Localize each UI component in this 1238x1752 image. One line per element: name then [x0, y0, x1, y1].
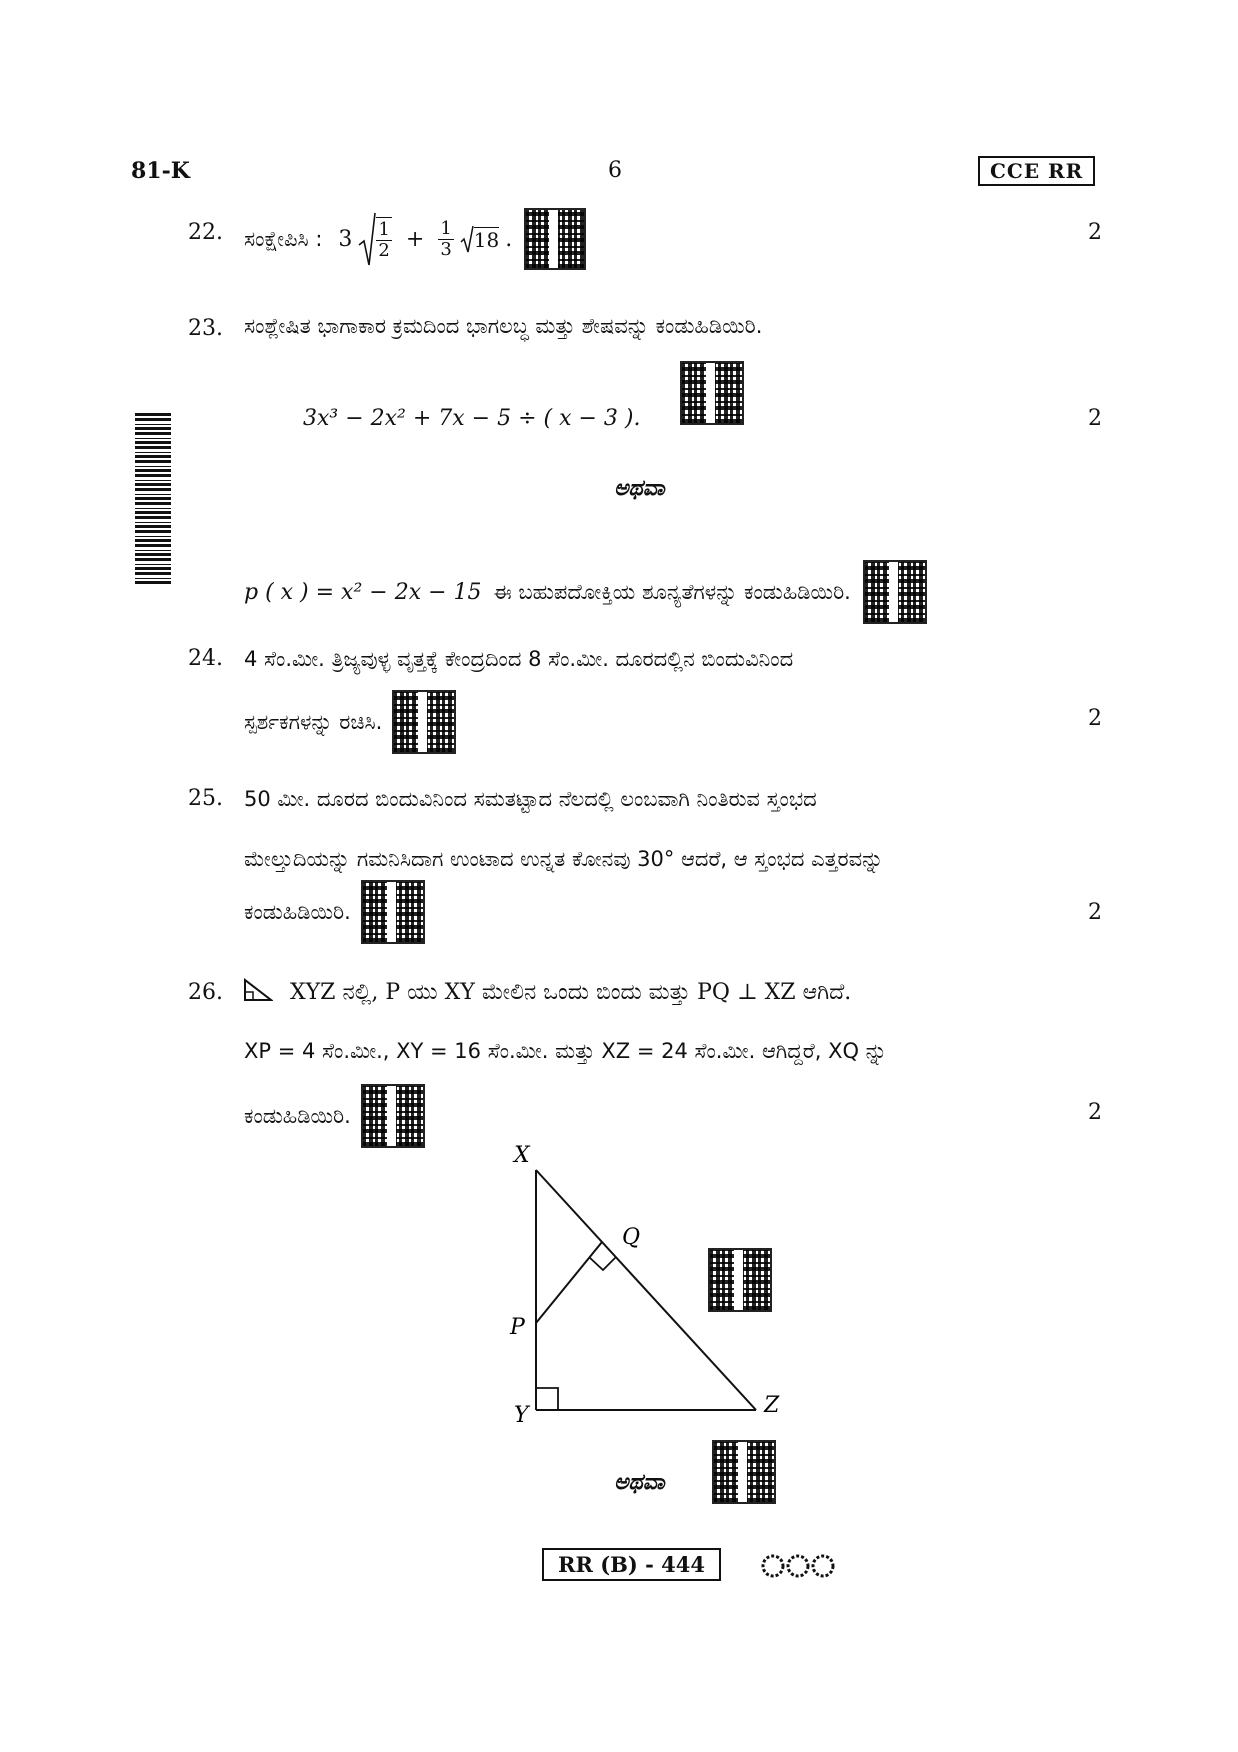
- footer-code: RR (B) - 444: [542, 1548, 721, 1581]
- qr-code: [361, 880, 425, 944]
- q22-radicand: 18: [473, 227, 500, 252]
- qr-code: [708, 1248, 772, 1312]
- qr-code: [392, 690, 456, 754]
- q24-line2-wrap: [244, 690, 456, 754]
- q25-number: 25.: [188, 786, 223, 811]
- q26-marks: 2: [1088, 1100, 1102, 1125]
- q26-number: 26.: [188, 980, 223, 1005]
- q24-marks: 2: [1088, 706, 1102, 731]
- label-y: Y: [514, 1403, 529, 1428]
- label-q: Q: [622, 1225, 641, 1250]
- or-label: ಅಥವಾ: [614, 476, 665, 501]
- q23-text: ಸಂಶ್ಲೇಷಿತ ಭಾಗಾಕಾರ ಕ್ರಮದಿಂದ ಭಾಗಲಬ್ಧ ಮತ್ತು ಶೇಷವನ್ನು ಕಂಡುಹಿಡಿಯಿರಿ.: [244, 314, 763, 338]
- triangle-icon: [243, 978, 273, 1002]
- q22-frac1: $\frac{1}{2}$: [378, 219, 390, 261]
- q25-line3: ಕಂಡುಹಿಡಿಯಿರಿ.: [244, 900, 351, 924]
- qr-code: [712, 1440, 776, 1504]
- q23-marks: 2: [1088, 406, 1102, 431]
- q26-line2: XP = 4 ಸೆಂ.ಮೀ., XY = 16 ಸೆಂ.ಮೀ. ಮತ್ತು XZ = 24 ಸೆಂ.ಮೀ. ಆಗಿದ್ದರೆ, XQ ನ್ನು: [244, 1039, 887, 1063]
- q24-line2: ಸ್ಪರ್ಶಕಗಳನ್ನು ರಚಿಸಿ.: [244, 710, 383, 734]
- q22-end: .: [505, 226, 513, 252]
- label-z: Z: [764, 1393, 780, 1418]
- q25-line1: 50 ಮೀ. ದೂರದ ಬಿಂದುವಿನಿಂದ ಸಮತಟ್ಟಾದ ನೆಲದಲ್ಲಿ ಲಂಬವಾಗಿ ನಿಂತಿರುವ ಸ್ತಂಭದ: [244, 787, 817, 811]
- qr-code: [524, 208, 586, 270]
- paper-code: 81-K: [131, 158, 190, 184]
- q24-line1: 4 ಸೆಂ.ಮೀ. ತ್ರಿಜ್ಯವುಳ್ಳ ವೃತ್ತಕ್ಕೆ ಕೇಂದ್ರದಿಂದ 8 ಸೆಂ.ಮೀ. ದೂರದಲ್ಲಿನ ಬಿಂದುವಿನಿಂದ: [244, 647, 794, 671]
- qr-code: [361, 1084, 425, 1148]
- qr-code: [680, 361, 744, 425]
- segment-pq: [536, 1242, 602, 1323]
- q22-text: ಸಂಕ್ಷೇಪಿಸಿ :: [244, 227, 323, 251]
- q22-body: [244, 208, 586, 270]
- radical-sign-icon: [358, 211, 376, 267]
- q23-expression: 3x³ − 2x² + 7x − 5 ÷ ( x − 3 ).: [303, 406, 641, 431]
- or-label: ಅಥವಾ: [614, 1470, 665, 1495]
- seal-icon: [760, 1553, 840, 1579]
- q23-alt-expression: p ( x ) = x² − 2x − 15: [244, 579, 482, 605]
- q22-plus: +: [405, 226, 425, 252]
- q22-number: 22.: [188, 220, 223, 245]
- page-number: 6: [608, 158, 622, 183]
- q23-number: 23.: [188, 316, 223, 341]
- label-p: P: [510, 1315, 525, 1340]
- qr-code: [863, 560, 927, 624]
- q26-line3-wrap: [244, 1084, 425, 1148]
- right-angle-q-icon: [589, 1257, 616, 1270]
- q23-alt-body: [244, 560, 927, 624]
- q22-frac2: $\frac{1}{3}$: [440, 217, 452, 260]
- radical-sign-icon: [460, 224, 474, 254]
- barcode: [135, 412, 171, 584]
- label-x: X: [514, 1143, 530, 1168]
- q25-line3-wrap: [244, 880, 425, 944]
- right-angle-y-icon: [536, 1388, 558, 1410]
- q22-marks: 2: [1088, 220, 1102, 245]
- q26-line1: XYZ ನಲ್ಲಿ, P ಯು XY ಮೇಲಿನ ಒಂದು ಬಿಂದು ಮತ್ತು PQ ⊥ XZ ಆಗಿದೆ.: [290, 980, 852, 1005]
- q26-line3: ಕಂಡುಹಿಡಿಯಿರಿ.: [244, 1104, 351, 1128]
- series-box: CCE RR: [978, 156, 1095, 186]
- q23-alt-text: ಈ ಬಹುಪದೋಕ್ತಿಯ ಶೂನ್ಯತೆಗಳನ್ನು ಕಂಡುಹಿಡಿಯಿರಿ.: [493, 580, 851, 604]
- q22-coef: 3: [338, 226, 353, 252]
- q25-line2: ಮೇಲ್ತುದಿಯನ್ನು ಗಮನಿಸಿದಾಗ ಉಂಟಾದ ಉನ್ನತ ಕೋನವು 30° ಆದರೆ, ಆ ಸ್ತಂಭದ ಎತ್ತರವನ್ನು: [244, 847, 884, 871]
- q24-number: 24.: [188, 646, 223, 671]
- q25-marks: 2: [1088, 900, 1102, 925]
